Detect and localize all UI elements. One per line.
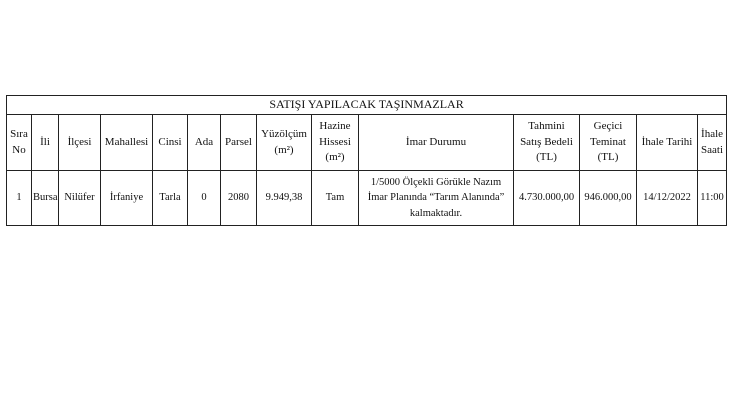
header-ihale-saati: İhale Saati [698, 115, 727, 171]
header-ihale-tarihi: İhale Tarihi [637, 115, 698, 171]
header-hazine-hissesi: Hazine Hissesi (m²) [312, 115, 359, 171]
header-mahallesi: Mahallesi [101, 115, 153, 171]
cell-ilcesi: Nilüfer [59, 171, 101, 226]
header-gecici-teminat: Geçici Teminat (TL) [580, 115, 637, 171]
header-tahmini-satis-bedeli: Tahmini Satış Bedeli (TL) [514, 115, 580, 171]
header-cinsi: Cinsi [153, 115, 188, 171]
header-sira-no: Sıra No [7, 115, 32, 171]
header-yuzolcum: Yüzölçüm (m²) [257, 115, 312, 171]
cell-ada: 0 [188, 171, 221, 226]
cell-ili: Bursa [32, 171, 59, 226]
cell-sira-no: 1 [7, 171, 32, 226]
cell-ihale-tarihi: 14/12/2022 [637, 171, 698, 226]
table-row [7, 171, 727, 226]
header-ilcesi: İlçesi [59, 115, 101, 171]
table-title: SATIŞI YAPILACAK TAŞINMAZLAR [7, 96, 727, 115]
cell-imar-durumu: 1/5000 Ölçekli Görükle Nazım İmar Planında “Tarım Alanında” kalmaktadır. [359, 171, 514, 226]
cell-cinsi: Tarla [153, 171, 188, 226]
property-sale-table [6, 95, 727, 226]
header-imar-durumu: İmar Durumu [359, 115, 514, 171]
header-ada: Ada [188, 115, 221, 171]
header-parsel: Parsel [221, 115, 257, 171]
cell-yuzolcum: 9.949,38 [257, 171, 312, 226]
header-row [7, 115, 727, 171]
header-ili: İli [32, 115, 59, 171]
cell-parsel: 2080 [221, 171, 257, 226]
cell-gecici-teminat: 946.000,00 [580, 171, 637, 226]
cell-ihale-saati: 11:00 [698, 171, 727, 226]
cell-mahallesi: İrfaniye [101, 171, 153, 226]
cell-hazine-hissesi: Tam [312, 171, 359, 226]
cell-tahmini-satis-bedeli: 4.730.000,00 [514, 171, 580, 226]
